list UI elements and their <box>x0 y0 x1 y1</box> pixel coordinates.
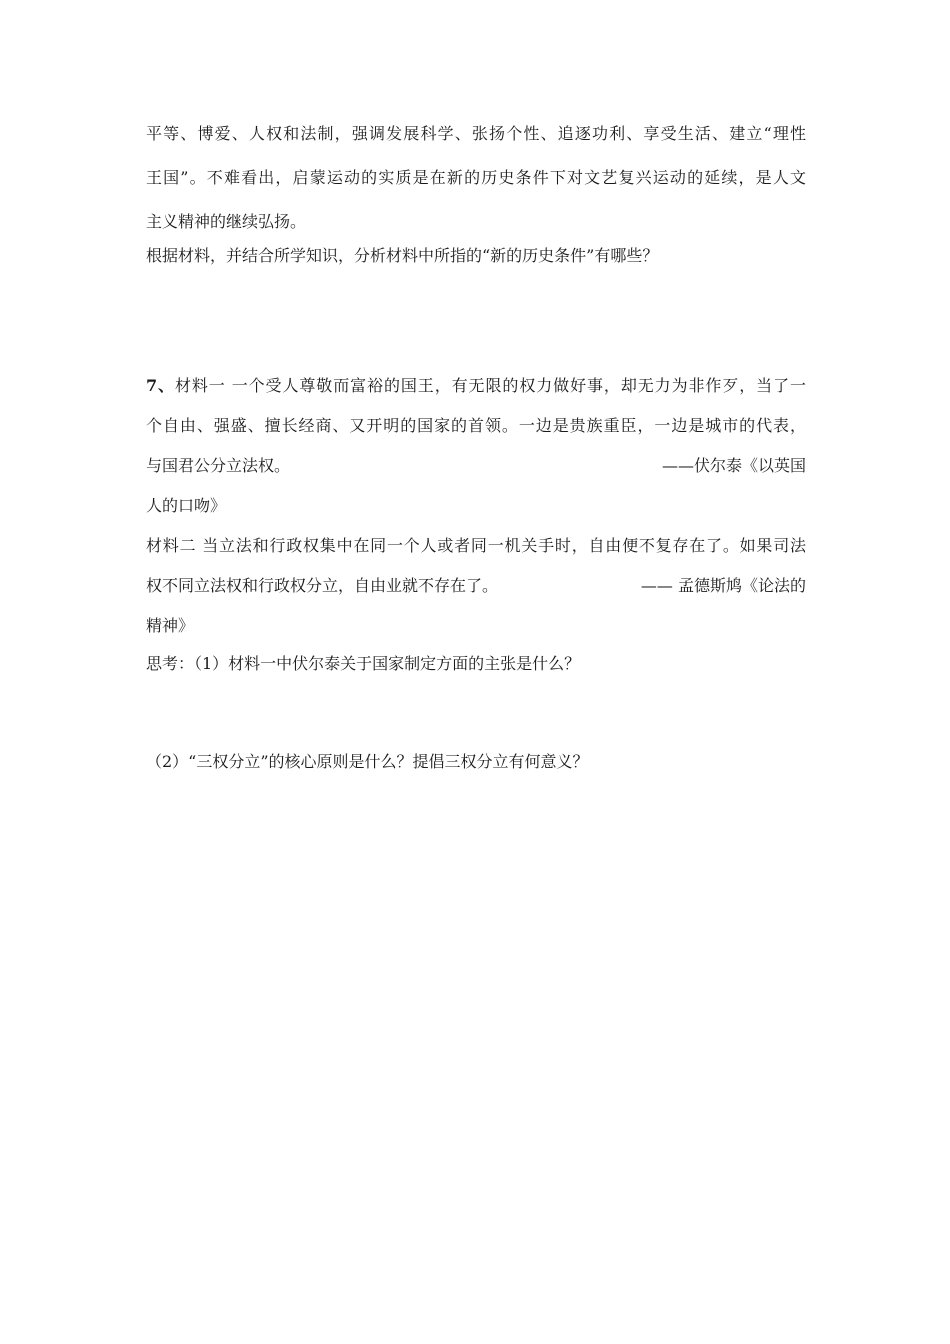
q7-material1-line-2: 个自由、强盛、擅长经商、又开明的国家的首领。一边是贵族重臣，一边是城市的代表， <box>146 416 806 435</box>
material1-attribution-cont: 人的口吻》 <box>146 496 227 515</box>
passage-line-1: 平等、博爱、人权和法制，强调发展科学、张扬个性、追逐功利、享受生活、建立“理性 <box>146 124 806 143</box>
material2-text-2: 权不同立法权和行政权分立，自由业就不存在了。 <box>146 576 499 595</box>
passage-line-2: 王国”。不难看出，启蒙运动的实质是在新的历史条件下对文艺复兴运动的延续，是人文 <box>146 168 806 187</box>
q7-material1-line-3 <box>146 456 806 476</box>
q7-material2-line-2 <box>146 576 806 596</box>
q7-material2-line-1: 材料二 当立法和行政权集中在同一个人或者同一机关手时，自由便不复存在了。如果司法 <box>146 536 806 555</box>
question-number: 7、 <box>146 376 175 395</box>
think-question-1: 思考：（1）材料一中伏尔泰关于国家制定方面的主张是什么？ <box>146 654 581 673</box>
material1-text-1: 材料一 一个受人尊敬而富裕的国王，有无限的权力做好事，却无力为非作歹，当了一 <box>174 376 806 395</box>
material1-text-3: 与国君公分立法权。 <box>146 456 291 475</box>
think-question-2: （2）“三权分立”的核心原则是什么？提倡三权分立有何意义？ <box>146 752 589 771</box>
question-6: 根据材料，并结合所学知识，分析材料中所指的“新的历史条件”有哪些？ <box>146 246 659 265</box>
material2-attribution: —— 孟德斯鸠《论法的 <box>640 576 806 595</box>
q7-material1-line-1 <box>146 376 806 396</box>
passage-line-3: 主义精神的继续弘扬。 <box>146 212 307 231</box>
material1-attribution: ——伏尔泰《以英国 <box>661 456 806 475</box>
material2-attribution-cont: 精神》 <box>146 616 195 635</box>
